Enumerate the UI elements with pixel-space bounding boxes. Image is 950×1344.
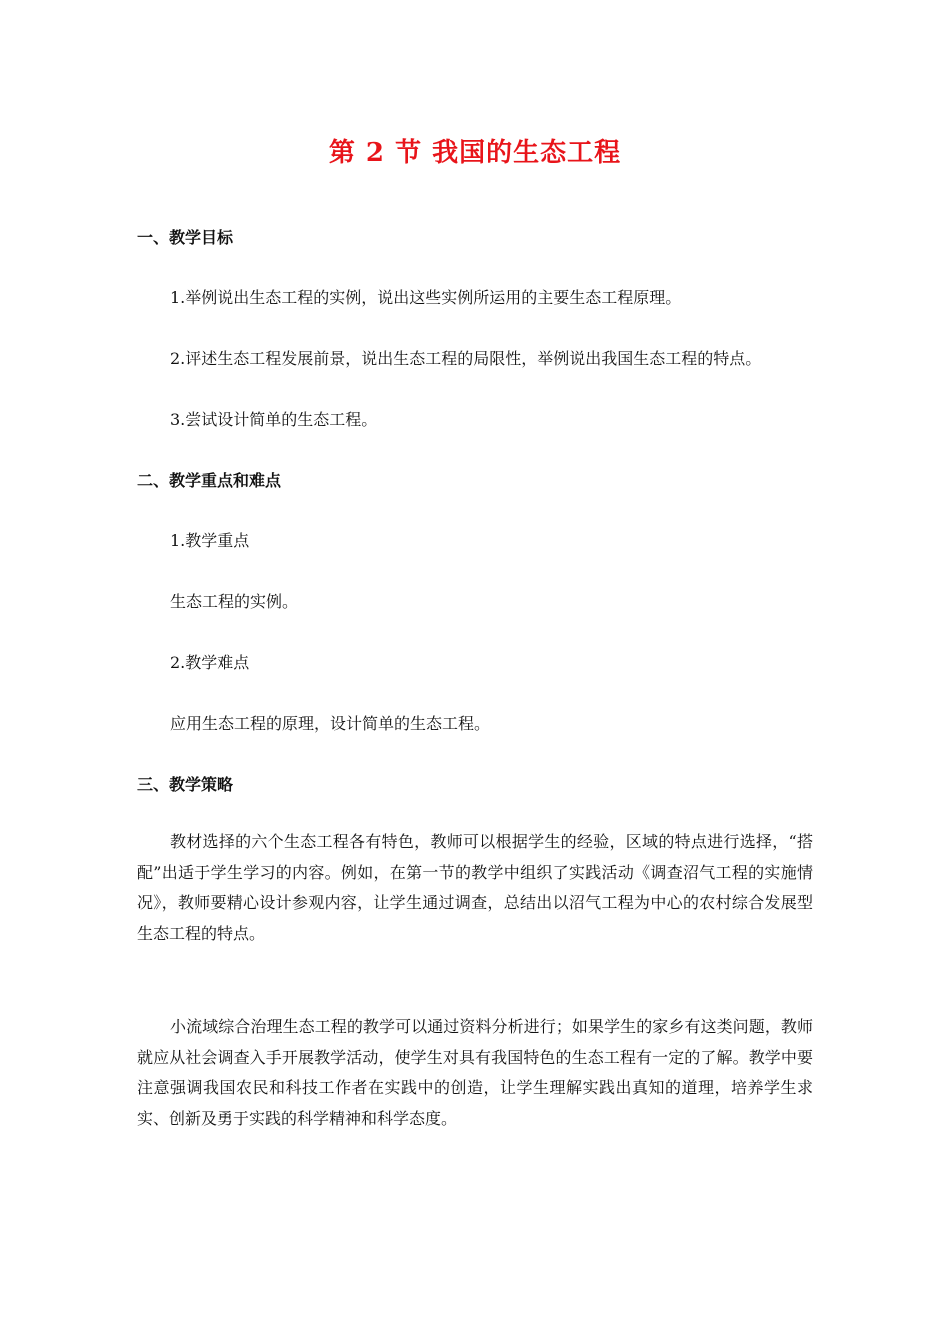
strategy-paragraph-1: 教材选择的六个生态工程各有特色，教师可以根据学生的经验，区域的特点进行选择，“搭配”出适于学生学习的内容。例如，在第一节的教学中组织了实践活动《调查沼气工程的实施情况》，教师要精心设计参观内容，让学生通过调查，总结出以沼气工程为中心的农村综合发展型生态工程的特点。	[137, 832, 813, 943]
goal-item-2: 2.评述生态工程发展前景，说出生态工程的局限性，举例说出我国生态工程的特点。	[170, 349, 762, 368]
strategy-paragraph-2: 小流域综合治理生态工程的教学可以通过资料分析进行；如果学生的家乡有这类问题，教师就应从社会调查入手开展教学活动，使学生对具有我国特色的生态工程有一定的了解。教学中要注意强调我国农民和科技工作者在实践中的创造，让学生理解实践出真知的道理，培养学生求实、创新及勇于实践的科学精神和科学态度。	[137, 1017, 813, 1128]
section-heading-strategy: 三、教学策略	[137, 775, 234, 794]
focus-text: 生态工程的实例。	[170, 592, 299, 611]
goal-item-3: 3.尝试设计简单的生态工程。	[170, 410, 378, 429]
section-heading-key-points: 二、教学重点和难点	[137, 471, 282, 490]
difficulty-text: 应用生态工程的原理，设计简单的生态工程。	[170, 714, 491, 733]
goal-item-1: 1.举例说出生态工程的实例，说出这些实例所运用的主要生态工程原理。	[170, 288, 682, 307]
focus-label: 1.教学重点	[170, 531, 250, 550]
difficulty-label: 2.教学难点	[170, 653, 250, 672]
section-heading-teaching-goals: 一、教学目标	[137, 228, 234, 247]
document-title: 第 2 节 我国的生态工程	[328, 138, 622, 168]
